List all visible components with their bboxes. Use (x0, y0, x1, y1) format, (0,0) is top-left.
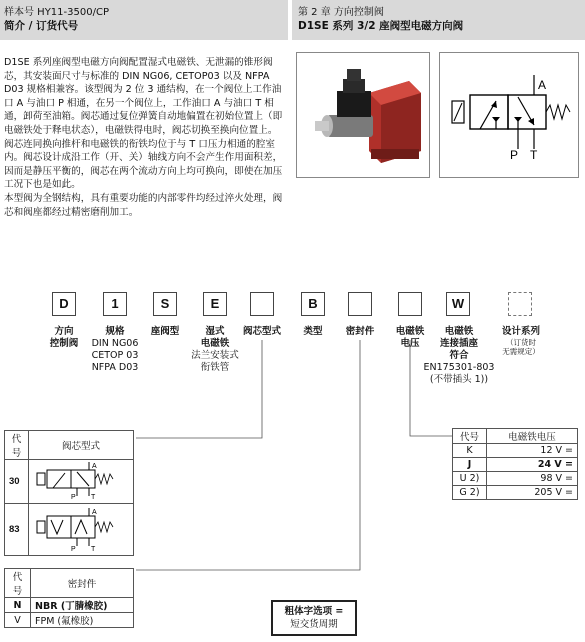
voltage-code: K (453, 444, 487, 458)
table-row (5, 598, 134, 613)
code-box-type: B (301, 292, 325, 316)
spool-table (4, 430, 134, 556)
code-box-poppet: S (153, 292, 177, 316)
code-label-voltage: 电磁铁 电压 (395, 326, 425, 349)
voltage-value: 24 V = (487, 458, 578, 472)
spool-code: 30 (5, 460, 29, 504)
code-label-spool: 阀芯型式 (242, 326, 281, 337)
svg-text:A: A (92, 509, 97, 516)
chapter-title: 第 2 章 方向控制阀 (298, 7, 384, 18)
code-label-poppet: 座阀型 (150, 326, 180, 337)
svg-text:A: A (92, 463, 97, 470)
code-label-solenoid: 湿式 电磁铁 法兰安装式 衔铁管 (191, 326, 239, 373)
code-box-connector: W (446, 292, 470, 316)
voltage-table-header-voltage: 电磁铁电压 (487, 429, 578, 444)
description-paragraph: 阀芯连同换向推杆和电磁铁的衔铁均位于与 T 口压力相通的腔室内。阀芯设计成沿工作（开、关）轴线方向不会产生作用面积差，因而是静压平衡的，阀芯在两个流动方向上均可换向，即使在加压工况下也是如此。 (4, 138, 283, 191)
series-title: D1SE 系列 3/2 座阀型电磁方向阀 (298, 20, 464, 32)
seal-table (4, 568, 134, 628)
spool-table-header-code: 代号 (5, 431, 29, 460)
code-label-size: 规格 DIN NG06 CETOP 03 NFPA D03 (91, 326, 139, 373)
port-a-label: A (538, 78, 547, 92)
spool-symbol-83 (29, 504, 134, 556)
code-label-design-series: 设计系列 （订货时 无需规定） (501, 326, 540, 356)
seal-table-header-code: 代号 (5, 569, 31, 598)
svg-text:T: T (91, 546, 96, 552)
voltage-value: 205 V = (487, 486, 578, 500)
voltage-code: U 2) (453, 472, 487, 486)
catalog-number: 样本号 HY11-3500/CP (4, 7, 109, 18)
seal-value: NBR (丁腈橡胶) (31, 598, 134, 613)
voltage-code: G 2) (453, 486, 487, 500)
bold-option-note (271, 600, 357, 636)
voltage-code: J (453, 458, 487, 472)
port-p-label: P (510, 148, 519, 162)
table-row (5, 504, 134, 556)
code-box-direction: D (52, 292, 76, 316)
code-box-solenoid: E (203, 292, 227, 316)
code-label-connector: 电磁铁 连接插座 符合 EN175301-803 (不带插头 1)) (423, 326, 495, 385)
code-label-seal: 密封件 (345, 326, 375, 337)
voltage-value: 98 V = (487, 472, 578, 486)
table-row (453, 458, 578, 472)
table-row (453, 472, 578, 486)
table-row (453, 486, 578, 500)
note-line2: 短交货周期 (290, 619, 338, 630)
seal-value: FPM (氟橡胶) (31, 613, 134, 628)
section-title: 简介 / 订货代号 (4, 20, 79, 32)
voltage-table (452, 428, 578, 500)
table-row (5, 613, 134, 628)
seal-code: N (5, 598, 31, 613)
code-box-size: 1 (103, 292, 127, 316)
svg-text:P: P (71, 546, 76, 552)
spool-table-header-type: 阀芯型式 (29, 431, 134, 460)
voltage-value: 12 V = (487, 444, 578, 458)
code-label-type: 类型 (303, 326, 323, 337)
description-paragraph: 本型阀为全钢结构，具有重要功能的内部零件均经过淬火处理，阀芯和阀座都经过精密磨削加工。 (4, 192, 283, 218)
table-row (453, 444, 578, 458)
spool-symbol-30 (29, 460, 134, 504)
port-t-label: T (530, 148, 538, 162)
table-row (5, 460, 134, 504)
voltage-table-header-code: 代号 (453, 429, 487, 444)
seal-table-header-seal: 密封件 (31, 569, 134, 598)
svg-text:T: T (91, 494, 96, 500)
seal-code: V (5, 613, 31, 628)
description-paragraph: D1SE 系列座阀型电磁方向阀配置湿式电磁铁、无泄漏的锥形阀芯，其安装面尺寸与标准的 DIN NG06, CETOP03 以及 NFPA D03 规格相兼容。该型阀为 2 位 3 通结构，在一个阀位上工作油口 A 与油口 P 相通，在另一个阀位上，工作油口 A 与油口 T 相通，卸荷至油箱。阀芯通过复位弹簧自动地偏置在初始位置上（即电磁铁处于释电状态），电磁铁得电时，阀芯切换至换向位置上。 (4, 57, 283, 136)
spool-code: 83 (5, 504, 29, 556)
svg-text:P: P (71, 494, 76, 500)
note-line1: 粗体字选项 = (284, 606, 344, 617)
code-label-direction: 方向 控制阀 (49, 326, 79, 349)
